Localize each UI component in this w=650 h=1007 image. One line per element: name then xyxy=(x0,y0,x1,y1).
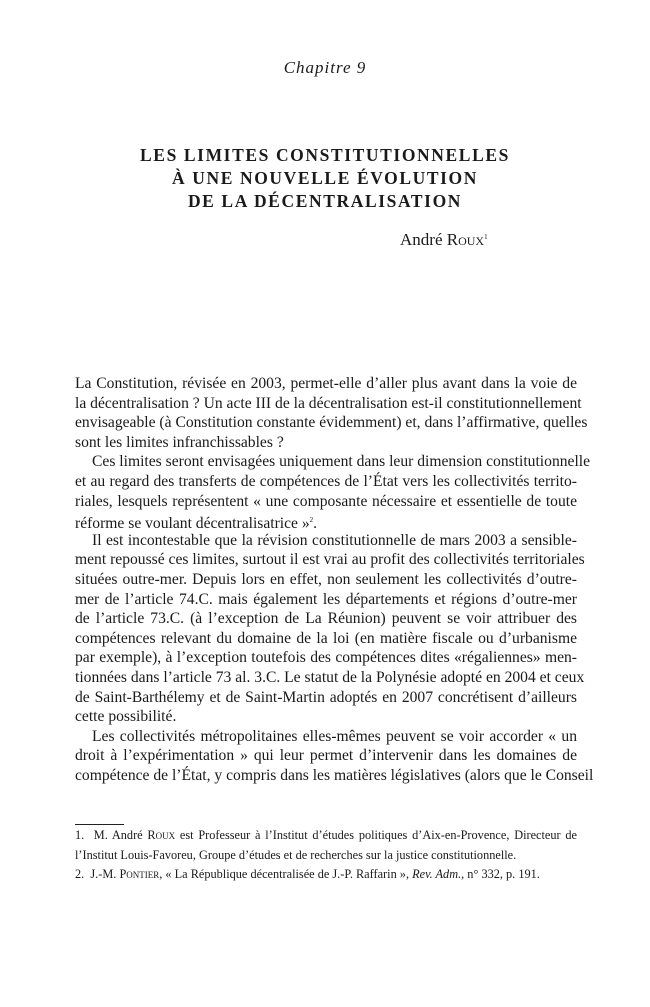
text-line: de Saint-Barthélemy et de Saint-Martin adoptés en 2007 concrétisent d’ailleurs xyxy=(75,688,577,706)
footnote-1-cont: l’Institut Louis-Favoreu, Groupe d’études et de recherches sur la justice constitutionnelle. xyxy=(75,847,517,862)
text-line: de l’article 73.C. (à l’exception de La Réunion) peuvent se voir attribuer des xyxy=(75,610,577,628)
text-line: sont les limites infranchissables ? xyxy=(75,433,284,451)
text-line: mer de l’article 74.C. mais également les départements et régions d’outre-mer xyxy=(75,590,577,608)
text-line: par exemple), à l’exception toutefois des compétences dites «régaliennes» men- xyxy=(75,649,577,667)
author-first: André xyxy=(400,230,443,249)
text-line: droit à l’expérimentation » qui leur permet d’intervenir dans les domaines de xyxy=(75,747,577,765)
text-line: compétence de l’État, y compris dans les matières législatives (alors que le Conseil xyxy=(75,766,594,784)
text-line: ment repoussé ces limites, surtout il est vrai au profit des collectivités territoriales xyxy=(75,551,585,569)
text-line: riales, lesquels représentent « une composante nécessaire et essentielle de toute xyxy=(75,492,577,510)
text-line: Les collectivités métropolitaines elles-mêmes peuvent se voir accorder « un xyxy=(92,727,577,745)
footnote-2: 2. J.-M. Pontier, « La République décentralisée de J.-P. Raffarin », Rev. Adm., n° 332, p. 191. xyxy=(75,867,540,882)
text-line: et au regard des transferts de compétences de l’État vers les collectivités territo- xyxy=(75,472,577,490)
author-last: Roux xyxy=(446,230,485,249)
footnotes xyxy=(75,826,577,885)
footnote-ref[interactable]: 1 xyxy=(484,233,488,241)
text-line: compétences relevant du domaine de la loi (en matière fiscale ou d’urbanisme xyxy=(75,629,577,647)
text-line: situées outre-mer. Depuis lors en effet, non seulement les collectivités d’outre- xyxy=(75,570,577,588)
text-line: Ces limites seront envisagées uniquement dans leur dimension constitutionnelle xyxy=(92,453,591,471)
text-line: envisageable (à Constitution constante évidemment) et, dans l’affirmative, quelles xyxy=(75,414,588,432)
chapter-label: Chapitre 9 xyxy=(283,58,367,77)
chapter-title xyxy=(0,144,650,213)
text-line: Il est incontestable que la révision constitutionnelle de mars 2003 a sensible- xyxy=(92,531,577,549)
author-name xyxy=(400,230,488,250)
body-text xyxy=(75,374,594,785)
footnote-separator xyxy=(75,824,124,825)
footnote-ref[interactable]: 2 xyxy=(309,516,314,525)
text-line: la décentralisation ? Un acte III de la décentralisation est-il constitutionnellement xyxy=(75,394,582,412)
footnote-1: 1. M. André Roux est Professeur à l’Institut d’études politiques d’Aix-en-Provence, Directeur de xyxy=(75,828,577,842)
text-line: cette possibilité. xyxy=(75,708,177,726)
text-line: tionnées dans l’article 73 al. 3.C. Le statut de la Polynésie adopté en 2004 et ceux xyxy=(75,668,585,686)
text-line: réforme se voulant décentralisatrice »$^2$. xyxy=(75,515,318,533)
text-line: La Constitution, révisée en 2003, permet-elle d’aller plus avant dans la voie de xyxy=(75,375,577,392)
title-line: DE LA DÉCENTRALISATION xyxy=(187,191,463,211)
title-line: À UNE NOUVELLE ÉVOLUTION xyxy=(172,168,478,188)
title-line: LES LIMITES CONSTITUTIONNELLES xyxy=(140,145,510,165)
